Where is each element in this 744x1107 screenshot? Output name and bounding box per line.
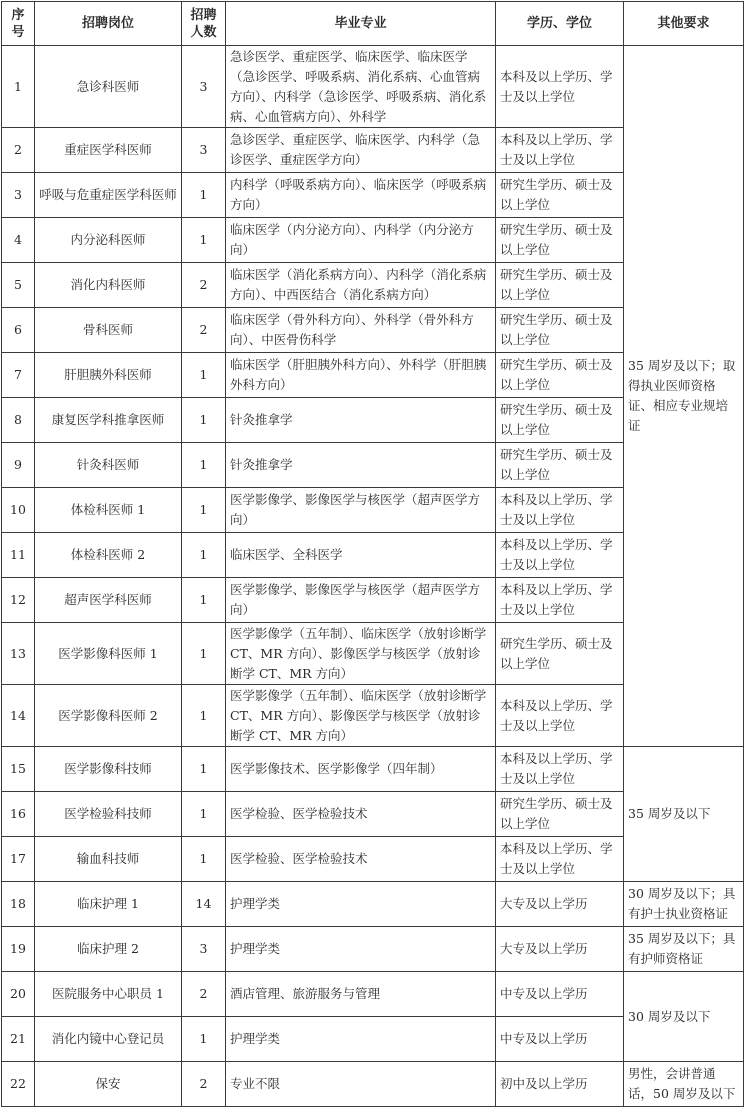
major-cell: 临床医学（消化系病方向）、内科学（消化系病方向）、中西医结合（消化系病方向）: [226, 263, 496, 308]
major-cell: 护理学类: [226, 1017, 496, 1062]
position-cell: 临床护理 2: [35, 927, 182, 972]
degree-cell: 本科及以上学历、学士及以上学位: [496, 685, 624, 747]
major-cell: 针灸推拿学: [226, 398, 496, 443]
header-cell-number: 序 号: [2, 2, 35, 46]
major-cell: 医学影像学（五年制）、临床医学（放射诊断学 CT、MR 方向）、影像医学与核医学（放射诊断学 CT、MR 方向）: [226, 623, 496, 685]
hire-count-cell: 3: [182, 46, 226, 128]
table-row: [2, 747, 744, 792]
table-row: [2, 46, 744, 128]
position-cell: 呼吸与危重症医学科医师: [35, 173, 182, 218]
row-number-cell: 9: [2, 443, 35, 488]
major-cell: 医学影像学、影像医学与核医学（超声医学方向）: [226, 488, 496, 533]
row-number-cell: 22: [2, 1062, 35, 1107]
degree-cell: 大专及以上学历: [496, 882, 624, 927]
major-cell: 专业不限: [226, 1062, 496, 1107]
position-cell: 肝胆胰外科医师: [35, 353, 182, 398]
major-cell: 医学检验、医学检验技术: [226, 837, 496, 882]
position-cell: 针灸科医师: [35, 443, 182, 488]
position-cell: 超声医学科医师: [35, 578, 182, 623]
row-number-cell: 7: [2, 353, 35, 398]
degree-cell: 本科及以上学历、学士及以上学位: [496, 578, 624, 623]
hire-count-cell: 2: [182, 972, 226, 1017]
position-cell: 消化内镜中心登记员: [35, 1017, 182, 1062]
major-cell: 护理学类: [226, 882, 496, 927]
header-row: [2, 2, 744, 46]
degree-cell: 研究生学历、硕士及以上学位: [496, 443, 624, 488]
hire-count-cell: 1: [182, 533, 226, 578]
degree-cell: 研究生学历、硕士及以上学位: [496, 792, 624, 837]
position-cell: 医学影像科医师 2: [35, 685, 182, 747]
table-row: [2, 1062, 744, 1107]
degree-cell: 研究生学历、硕士及以上学位: [496, 308, 624, 353]
major-cell: 针灸推拿学: [226, 443, 496, 488]
row-number-cell: 1: [2, 46, 35, 128]
hire-count-cell: 1: [182, 488, 226, 533]
position-cell: 体检科医师 1: [35, 488, 182, 533]
degree-cell: 研究生学历、硕士及以上学位: [496, 263, 624, 308]
major-cell: 医学影像学（五年制）、临床医学（放射诊断学 CT、MR 方向）、影像医学与核医学（放射诊断学 CT、MR 方向）: [226, 685, 496, 747]
degree-cell: 本科及以上学历、学士及以上学位: [496, 533, 624, 578]
row-number-cell: 10: [2, 488, 35, 533]
position-cell: 保安: [35, 1062, 182, 1107]
degree-cell: 本科及以上学历、学士及以上学位: [496, 488, 624, 533]
header-cell-major: 毕业专业: [226, 2, 496, 46]
hire-count-cell: 1: [182, 218, 226, 263]
hire-count-cell: 1: [182, 578, 226, 623]
hire-count-cell: 1: [182, 792, 226, 837]
degree-cell: 研究生学历、硕士及以上学位: [496, 398, 624, 443]
hire-count-cell: 1: [182, 623, 226, 685]
row-number-cell: 14: [2, 685, 35, 747]
row-number-cell: 17: [2, 837, 35, 882]
hire-count-cell: 2: [182, 1062, 226, 1107]
other-requirements-cell: 35 周岁及以下: [624, 747, 744, 882]
row-number-cell: 12: [2, 578, 35, 623]
row-number-cell: 16: [2, 792, 35, 837]
table-row: [2, 882, 744, 927]
degree-cell: 研究生学历、硕士及以上学位: [496, 218, 624, 263]
major-cell: 急诊医学、重症医学、临床医学、临床医学（急诊医学、呼吸系病、消化系病、心血管病方向）、内科学（急诊医学、呼吸系病、消化系病、心血管病方向）、外科学: [226, 46, 496, 128]
header-cell-other: 其他要求: [624, 2, 744, 46]
degree-cell: 研究生学历、硕士及以上学位: [496, 623, 624, 685]
major-cell: 医学影像技术、医学影像学（四年制）: [226, 747, 496, 792]
degree-cell: 本科及以上学历、学士及以上学位: [496, 46, 624, 128]
major-cell: 护理学类: [226, 927, 496, 972]
degree-cell: 大专及以上学历: [496, 927, 624, 972]
row-number-cell: 15: [2, 747, 35, 792]
degree-cell: 本科及以上学历、学士及以上学位: [496, 128, 624, 173]
major-cell: 急诊医学、重症医学、临床医学、内科学（急诊医学、重症医学方向）: [226, 128, 496, 173]
hire-count-cell: 2: [182, 308, 226, 353]
position-cell: 急诊科医师: [35, 46, 182, 128]
table-row: [2, 927, 744, 972]
row-number-cell: 5: [2, 263, 35, 308]
position-cell: 消化内科医师: [35, 263, 182, 308]
other-requirements-cell: 35 周岁及以下；取得执业医师资格证、相应专业规培证: [624, 46, 744, 747]
major-cell: 酒店管理、旅游服务与管理: [226, 972, 496, 1017]
row-number-cell: 13: [2, 623, 35, 685]
other-requirements-cell: 30 周岁及以下: [624, 972, 744, 1062]
degree-cell: 本科及以上学历、学士及以上学位: [496, 837, 624, 882]
row-number-cell: 11: [2, 533, 35, 578]
row-number-cell: 20: [2, 972, 35, 1017]
hire-count-cell: 1: [182, 685, 226, 747]
row-number-cell: 3: [2, 173, 35, 218]
hire-count-cell: 3: [182, 128, 226, 173]
major-cell: 内科学（呼吸系病方向）、临床医学（呼吸系病方向）: [226, 173, 496, 218]
position-cell: 体检科医师 2: [35, 533, 182, 578]
header-cell-count: 招聘 人数: [182, 2, 226, 46]
hire-count-cell: 14: [182, 882, 226, 927]
position-cell: 医院服务中心职员 1: [35, 972, 182, 1017]
position-cell: 内分泌科医师: [35, 218, 182, 263]
position-cell: 医学影像科技师: [35, 747, 182, 792]
major-cell: 临床医学（骨外科方向）、外科学（骨外科方向）、中医骨伤科学: [226, 308, 496, 353]
hire-count-cell: 1: [182, 747, 226, 792]
hire-count-cell: 3: [182, 927, 226, 972]
position-cell: 医学影像科医师 1: [35, 623, 182, 685]
position-cell: 医学检验科技师: [35, 792, 182, 837]
degree-cell: 研究生学历、硕士及以上学位: [496, 353, 624, 398]
table-row: [2, 972, 744, 1017]
row-number-cell: 19: [2, 927, 35, 972]
row-number-cell: 18: [2, 882, 35, 927]
hire-count-cell: 1: [182, 1017, 226, 1062]
recruitment-table: [1, 1, 744, 1107]
header-cell-position: 招聘岗位: [35, 2, 182, 46]
position-cell: 临床护理 1: [35, 882, 182, 927]
row-number-cell: 4: [2, 218, 35, 263]
other-requirements-cell: 30 周岁及以下；具有护士执业资格证: [624, 882, 744, 927]
major-cell: 医学影像学、影像医学与核医学（超声医学方向）: [226, 578, 496, 623]
position-cell: 重症医学科医师: [35, 128, 182, 173]
hire-count-cell: 1: [182, 173, 226, 218]
position-cell: 骨科医师: [35, 308, 182, 353]
other-requirements-cell: 35 周岁及以下；具有护师资格证: [624, 927, 744, 972]
header-cell-degree: 学历、学位: [496, 2, 624, 46]
major-cell: 医学检验、医学检验技术: [226, 792, 496, 837]
degree-cell: 中专及以上学历: [496, 1017, 624, 1062]
hire-count-cell: 1: [182, 398, 226, 443]
row-number-cell: 8: [2, 398, 35, 443]
row-number-cell: 2: [2, 128, 35, 173]
position-cell: 康复医学科推拿医师: [35, 398, 182, 443]
degree-cell: 本科及以上学历、学士及以上学位: [496, 747, 624, 792]
hire-count-cell: 2: [182, 263, 226, 308]
degree-cell: 研究生学历、硕士及以上学位: [496, 173, 624, 218]
position-cell: 输血科技师: [35, 837, 182, 882]
hire-count-cell: 1: [182, 443, 226, 488]
other-requirements-cell: 男性，会讲普通话，50 周岁及以下: [624, 1062, 744, 1107]
major-cell: 临床医学（内分泌方向）、内科学（内分泌方向）: [226, 218, 496, 263]
degree-cell: 中专及以上学历: [496, 972, 624, 1017]
degree-cell: 初中及以上学历: [496, 1062, 624, 1107]
table-body: [2, 46, 744, 1107]
row-number-cell: 6: [2, 308, 35, 353]
major-cell: 临床医学、全科医学: [226, 533, 496, 578]
hire-count-cell: 1: [182, 353, 226, 398]
row-number-cell: 21: [2, 1017, 35, 1062]
major-cell: 临床医学（肝胆胰外科方向）、外科学（肝胆胰外科方向）: [226, 353, 496, 398]
hire-count-cell: 1: [182, 837, 226, 882]
